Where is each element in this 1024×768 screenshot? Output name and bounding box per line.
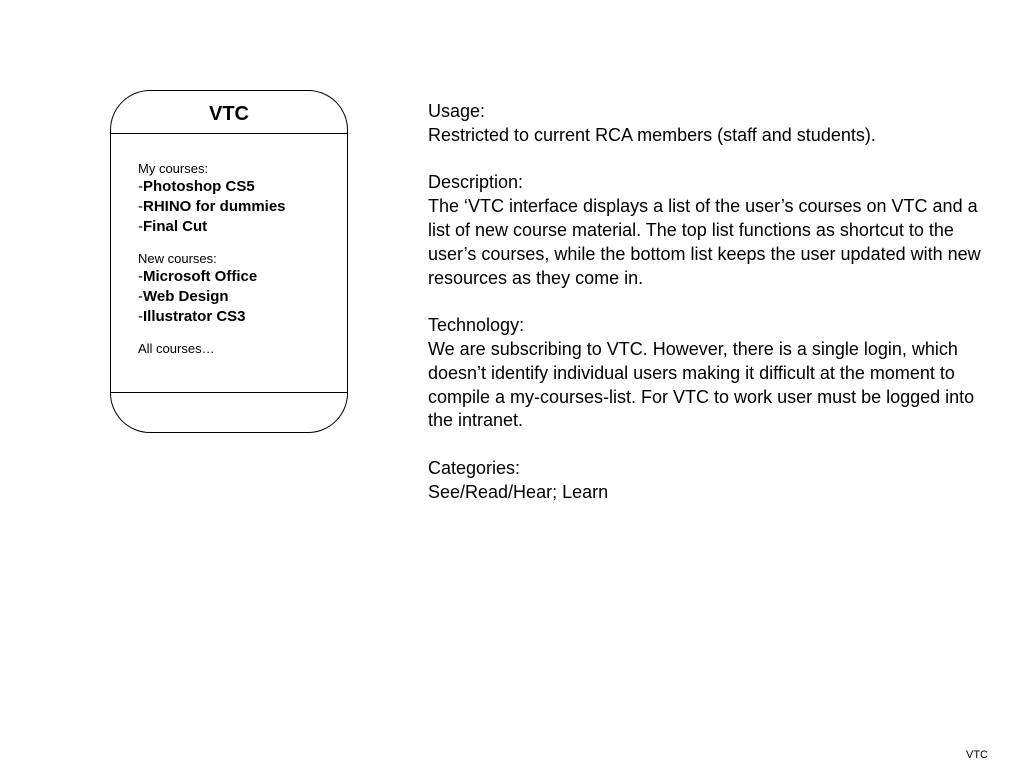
description-heading: Description: [428,172,524,193]
my-courses-label: My courses: [138,161,209,176]
categories-text: See/Read/Hear; Learn [428,481,609,502]
footer-tag: VTC [966,749,988,761]
usage-heading: Usage: [428,101,486,121]
technology-block [428,314,988,433]
new-course-link[interactable]: -Web Design [138,288,229,305]
new-course-link[interactable]: -Microsoft Office [138,268,258,285]
categories-block [428,457,988,505]
my-courses-section [138,161,347,237]
all-courses-link[interactable]: All courses… [138,341,215,356]
my-course-link[interactable]: -Photoshop CS5 [138,178,255,195]
widget-body [111,134,347,357]
my-course-link[interactable]: -Final Cut [138,218,208,235]
description-block [428,171,988,290]
usage-text: Restricted to current RCA members (staff and students). [428,124,876,145]
new-courses-section [138,251,347,327]
new-courses-label: New courses: [138,251,217,266]
widget-header [111,91,347,134]
widget-title: VTC [209,102,249,125]
my-course-link[interactable]: -RHINO for dummies [138,198,286,215]
technology-text: We are subscribing to VTC. However, there is a single login, which doesn’t identify individual users making it difficult at the moment to compile a my-courses-list. For VTC to work user must be logged into the intranet. [428,338,975,431]
technology-heading: Technology: [428,315,525,336]
new-course-link[interactable]: -Illustrator CS3 [138,308,246,325]
usage-block [428,100,988,148]
categories-heading: Categories: [428,457,521,478]
description-panel [428,100,988,528]
description-text: The ‘VTC interface displays a list of the user’s courses on VTC and a list of new course material. The top list functions as shortcut to the user’s courses, while the bottom list keeps the user updated with new resources as they come in. [428,196,981,288]
vtc-widget [110,90,348,433]
widget-footer [111,392,347,393]
